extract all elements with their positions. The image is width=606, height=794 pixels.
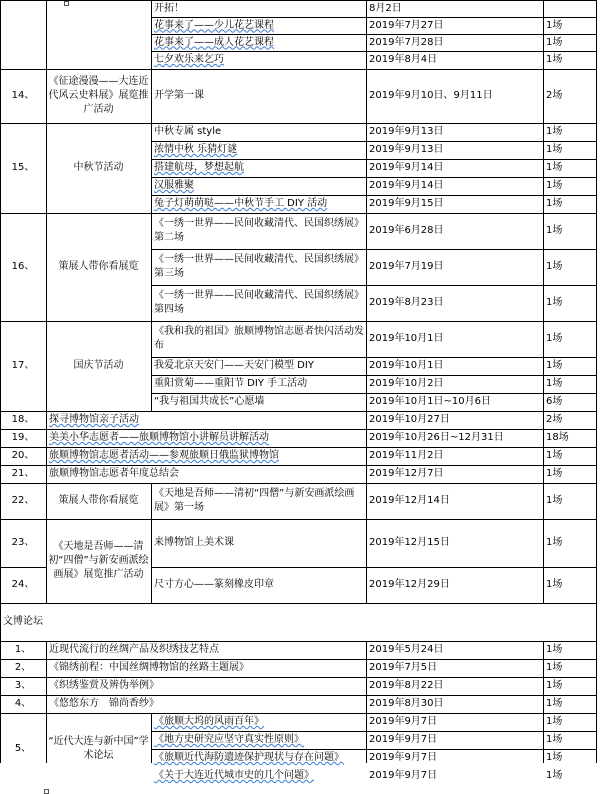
activity-date-text: 2019年12月29日 bbox=[369, 579, 450, 590]
forum-sub-topic-text: 《旅顺大坞的风雨百年》 bbox=[154, 716, 264, 727]
row-number bbox=[0, 659, 46, 677]
activity-sub-item-text: 兔子灯萌萌哒——中秋节手工 DIY 活动 bbox=[154, 198, 328, 209]
activity-name-text: 美美小华志愿者——旅顺博物馆小讲解员讲解活动 bbox=[49, 432, 269, 443]
activity-date bbox=[366, 213, 543, 249]
activity-count bbox=[543, 321, 596, 357]
activity-count-text: 1场 bbox=[546, 54, 563, 65]
forum-sub-topic bbox=[151, 749, 366, 767]
activity-date bbox=[366, 567, 543, 603]
activity-count-text: 1场 bbox=[546, 579, 563, 590]
activity-count bbox=[543, 0, 596, 17]
activity-date-text: 2019年10月1日 bbox=[369, 360, 444, 371]
activity-sub-item-text: 汉服雅聚 bbox=[154, 180, 194, 191]
activity-name-text: 探寻博物馆亲子活动 bbox=[49, 414, 139, 425]
activity-date bbox=[366, 483, 543, 519]
activity-sub-item-text: 花事来了——少儿花艺课程 bbox=[154, 19, 274, 31]
activity-date bbox=[366, 17, 543, 34]
row-number bbox=[0, 411, 46, 429]
activity-sub-item-text: 重阳赏菊——重阳节 DIY 手工活动 bbox=[154, 378, 308, 389]
activity-date-text: 2019年10月27日 bbox=[369, 414, 450, 425]
row-number bbox=[0, 695, 46, 713]
activity-sub-item bbox=[151, 393, 366, 411]
activity-count-text: 1场 bbox=[546, 19, 563, 31]
activity-date-text: 2019年9月13日 bbox=[369, 126, 444, 137]
activity-date bbox=[366, 393, 543, 411]
row-number bbox=[0, 567, 46, 603]
forum-date bbox=[366, 731, 543, 749]
row-number-text: 15、 bbox=[11, 162, 35, 173]
activity-sub-item bbox=[151, 375, 366, 393]
activity-count-text: 1场 bbox=[546, 198, 563, 209]
activity-name bbox=[46, 123, 151, 213]
forum-count bbox=[543, 731, 596, 749]
activity-sub-item-text: 《天地是吾师——清初“四僧”与新安画派绘画展》第一场 bbox=[154, 488, 355, 513]
activity-name bbox=[46, 411, 366, 429]
forum-topic-text: 近现代流行的丝绸产品及织绣技艺特点 bbox=[49, 644, 219, 655]
forum-sub-topic-text: 《旅顺近代海防遗迹保护现状与存在问题》 bbox=[154, 752, 344, 763]
section-title-text: 文博论坛 bbox=[3, 616, 43, 627]
row-number bbox=[0, 641, 46, 659]
activity-date bbox=[366, 177, 543, 195]
activity-sub-item-text: 浓情中秋 乐猜灯谜 bbox=[154, 144, 238, 155]
activity-date bbox=[366, 249, 543, 285]
activity-sub-item bbox=[151, 519, 366, 567]
activity-name bbox=[46, 483, 151, 519]
activity-count bbox=[543, 375, 596, 393]
forum-date-text: 2019年5月24日 bbox=[369, 644, 444, 655]
forum-topic bbox=[46, 641, 366, 659]
activity-sub-item-text: 中秋专属 style bbox=[154, 126, 222, 137]
forum-date-text: 2019年8月30日 bbox=[369, 698, 444, 709]
forum-count-text: 1场 bbox=[546, 716, 563, 727]
activity-date-text: 2019年9月14日 bbox=[369, 162, 444, 173]
activity-sub-item bbox=[151, 249, 366, 285]
activity-count bbox=[543, 159, 596, 177]
row-number-text: 18、 bbox=[11, 414, 35, 425]
activity-count-text: 1场 bbox=[546, 378, 563, 389]
activity-date bbox=[366, 465, 543, 483]
activity-count-text: 1场 bbox=[546, 450, 563, 461]
activity-count-text: 6场 bbox=[546, 396, 563, 407]
activity-date-text: 2019年10月26日~12月31日 bbox=[369, 432, 504, 443]
row-number-text: 5、 bbox=[14, 743, 32, 754]
paragraph-marker-icon bbox=[64, 1, 69, 6]
forum-topic-text: 《锦绣前程：中国丝绸博物馆的丝路主题展》 bbox=[49, 662, 249, 673]
activity-date bbox=[366, 285, 543, 321]
forum-count bbox=[543, 641, 596, 659]
activity-sub-item bbox=[151, 69, 366, 123]
row-number bbox=[0, 519, 46, 567]
forum-date-text: 2019年8月22日 bbox=[369, 680, 444, 691]
row-number bbox=[0, 213, 46, 321]
forum-sub-topic bbox=[151, 731, 366, 749]
activity-date-text: 2019年12月15日 bbox=[369, 537, 450, 548]
activity-date-text: 2019年9月13日 bbox=[369, 144, 444, 155]
forum-topic bbox=[46, 695, 366, 713]
activity-count-text: 18场 bbox=[546, 432, 569, 443]
activity-name-text: 《征途漫漫——大连近代风云史料展》展览推广活动 bbox=[48, 76, 149, 115]
activity-date bbox=[366, 375, 543, 393]
activity-count-text: 1场 bbox=[546, 126, 563, 137]
activity-sub-item bbox=[151, 357, 366, 375]
activity-date-text: 8月2日 bbox=[369, 2, 402, 14]
activity-date bbox=[366, 447, 543, 465]
row-number bbox=[0, 123, 46, 213]
forum-count bbox=[543, 695, 596, 713]
activity-count bbox=[543, 123, 596, 141]
activity-name bbox=[46, 465, 366, 483]
row-number bbox=[0, 713, 46, 785]
forum-topic-text: 《悠悠东方 锦尚香纱》 bbox=[49, 698, 159, 709]
activity-sub-item bbox=[151, 141, 366, 159]
activity-count-text: 1场 bbox=[546, 495, 563, 506]
forum-sub-topic bbox=[151, 713, 366, 731]
forum-date bbox=[366, 659, 543, 677]
row-number-text: 21、 bbox=[11, 468, 35, 479]
activity-name-text: 旅顺博物馆志愿者活动——参观旅顺日俄监狱博物馆 bbox=[49, 450, 279, 461]
forum-date bbox=[366, 677, 543, 695]
row-number-text: 4、 bbox=[14, 698, 32, 709]
forum-name bbox=[46, 713, 151, 785]
activity-name-text: 国庆节活动 bbox=[73, 360, 124, 371]
activity-count bbox=[543, 141, 596, 159]
paragraph-marker-icon bbox=[44, 789, 49, 794]
section-title bbox=[0, 603, 596, 641]
row-number-text: 16、 bbox=[11, 261, 35, 272]
forum-count-text: 1场 bbox=[546, 698, 563, 709]
activity-sub-item bbox=[151, 567, 366, 603]
activity-count-text: 1场 bbox=[546, 360, 563, 371]
activity-name-text: 旅顺博物馆志愿者年度总结会 bbox=[49, 468, 179, 479]
activity-sub-item bbox=[151, 17, 366, 34]
forum-count bbox=[543, 677, 596, 695]
forum-sub-topic bbox=[151, 767, 366, 785]
activity-name bbox=[46, 429, 366, 447]
activity-date bbox=[366, 51, 543, 69]
row-number-text: 1、 bbox=[14, 644, 32, 655]
activity-count bbox=[543, 483, 596, 519]
activity-name-text: 《天地是吾师——清初“四僧”与新安画派绘画展》展览推广活动 bbox=[48, 541, 149, 580]
activity-sub-item bbox=[151, 159, 366, 177]
forum-sub-topic-text: 《关于大连近代城市史的几个问题》 bbox=[154, 770, 314, 781]
activity-sub-item bbox=[151, 0, 366, 17]
activity-sub-item bbox=[151, 195, 366, 213]
activity-sub-item bbox=[151, 51, 366, 69]
activity-count-text: 2场 bbox=[546, 414, 563, 425]
forum-topic bbox=[46, 677, 366, 695]
activity-count-text: 1场 bbox=[546, 537, 563, 548]
activity-count-text: 1场 bbox=[546, 36, 563, 48]
activity-date-text: 2019年7月27日 bbox=[369, 19, 444, 31]
activity-date-text: 2019年8月23日 bbox=[369, 297, 444, 308]
activity-date bbox=[366, 34, 543, 51]
forum-count-text: 1场 bbox=[546, 734, 563, 745]
activity-count bbox=[543, 34, 596, 51]
activity-name bbox=[46, 213, 151, 321]
forum-count bbox=[543, 749, 596, 767]
activity-date-text: 2019年6月28日 bbox=[369, 225, 444, 236]
activity-date-text: 2019年9月14日 bbox=[369, 180, 444, 191]
activity-count bbox=[543, 249, 596, 285]
forum-topic bbox=[46, 659, 366, 677]
row-number-text: 19、 bbox=[11, 432, 35, 443]
activity-sub-item-text: 尺寸方心——篆刻橡皮印章 bbox=[154, 579, 274, 590]
row-number bbox=[0, 69, 46, 123]
activity-count-text: 1场 bbox=[546, 180, 563, 191]
activity-name bbox=[46, 447, 366, 465]
activity-count bbox=[543, 51, 596, 69]
forum-date bbox=[366, 695, 543, 713]
forum-topic-text: 《织绣鉴赏及辨伪举例》 bbox=[49, 680, 159, 691]
activity-date bbox=[366, 195, 543, 213]
row-number-text: 22、 bbox=[11, 495, 35, 506]
activity-date bbox=[366, 159, 543, 177]
activity-count-text: 1场 bbox=[546, 225, 563, 236]
forum-count-text: 1场 bbox=[546, 680, 563, 691]
forum-date-text: 2019年9月7日 bbox=[369, 716, 438, 727]
forum-count bbox=[543, 659, 596, 677]
activity-date-text: 2019年12月14日 bbox=[369, 495, 450, 506]
activity-count bbox=[543, 357, 596, 375]
activity-sub-item bbox=[151, 213, 366, 249]
row-number-text: 24、 bbox=[11, 579, 35, 590]
forum-count-text: 1场 bbox=[546, 770, 563, 781]
row-number bbox=[0, 677, 46, 695]
forum-date-text: 2019年9月7日 bbox=[369, 752, 438, 763]
forum-date-text: 2019年9月7日 bbox=[369, 770, 438, 781]
forum-count-text: 1场 bbox=[546, 752, 563, 763]
activity-name bbox=[46, 519, 151, 603]
forum-count bbox=[543, 767, 596, 785]
activity-date-text: 2019年10月1日~10月6日 bbox=[369, 396, 492, 407]
activity-date bbox=[366, 411, 543, 429]
activity-count bbox=[543, 411, 596, 429]
activity-name-text: 中秋节活动 bbox=[73, 162, 124, 173]
activity-sub-item bbox=[151, 177, 366, 195]
activity-date bbox=[366, 123, 543, 141]
activity-sub-item-text: 七夕欢乐来乞巧 bbox=[154, 54, 224, 65]
activity-count bbox=[543, 17, 596, 34]
activity-count bbox=[543, 177, 596, 195]
row-number bbox=[0, 429, 46, 447]
activity-name bbox=[46, 69, 151, 123]
activity-count-text: 1场 bbox=[546, 144, 563, 155]
activity-date bbox=[366, 141, 543, 159]
forum-count-text: 1场 bbox=[546, 644, 563, 655]
row-number bbox=[0, 321, 46, 411]
forum-count-text: 1场 bbox=[546, 662, 563, 673]
activity-sub-item bbox=[151, 123, 366, 141]
activity-sub-item-text: 《我和我的祖国》旅顺博物馆志愿者快闪活动发布 bbox=[154, 326, 364, 351]
activity-sub-item bbox=[151, 285, 366, 321]
activity-sub-item-text: 开拓！ bbox=[154, 2, 184, 14]
forum-date-text: 2019年7月5日 bbox=[369, 662, 438, 673]
activity-date bbox=[366, 0, 543, 17]
row-number-text: 17、 bbox=[11, 360, 35, 371]
activity-sub-item-text: 来博物馆上美术课 bbox=[154, 537, 234, 548]
row-number bbox=[0, 465, 46, 483]
activity-date-text: 2019年8月4日 bbox=[369, 54, 438, 65]
activity-sub-item-text: “我与祖国共成长”心愿墙 bbox=[154, 396, 265, 407]
activity-count-text: 1场 bbox=[546, 468, 563, 479]
row-number-text: 20、 bbox=[11, 450, 35, 461]
activity-date-text: 2019年10月1日 bbox=[369, 333, 444, 344]
activity-count bbox=[543, 285, 596, 321]
activity-count-text: 1场 bbox=[546, 333, 563, 344]
forum-date bbox=[366, 713, 543, 731]
activity-count bbox=[543, 195, 596, 213]
activity-sub-item bbox=[151, 483, 366, 519]
forum-date-text: 2019年9月7日 bbox=[369, 734, 438, 745]
activity-name bbox=[46, 321, 151, 411]
forum-sub-topic-text: 《地方史研究应坚守真实性原则》 bbox=[154, 734, 304, 745]
activity-date bbox=[366, 69, 543, 123]
activity-name-text: 策展人带你看展览 bbox=[58, 495, 139, 506]
activity-count bbox=[543, 393, 596, 411]
activity-date-text: 2019年7月19日 bbox=[369, 261, 444, 272]
activity-count-text: 1场 bbox=[546, 261, 563, 272]
activity-date bbox=[366, 519, 543, 567]
activity-count bbox=[543, 519, 596, 567]
forum-date bbox=[366, 641, 543, 659]
activity-date bbox=[366, 321, 543, 357]
activity-name-text: 策展人带你看展览 bbox=[58, 261, 139, 272]
activity-sub-item-text: 搭建航母，梦想起航 bbox=[154, 162, 244, 173]
activity-date-text: 2019年9月10日、9月11日 bbox=[369, 90, 493, 101]
row-number-text: 14、 bbox=[11, 90, 35, 101]
activity-sub-item bbox=[151, 34, 366, 51]
activity-date-text: 2019年11月2日 bbox=[369, 450, 444, 461]
activity-date-text: 2019年9月15日 bbox=[369, 198, 444, 209]
activity-count-text: 1场 bbox=[546, 162, 563, 173]
activity-count bbox=[543, 465, 596, 483]
row-number-text: 3、 bbox=[14, 680, 32, 691]
activity-sub-item-text: 开学第一课 bbox=[154, 90, 204, 101]
row-number-text: 2、 bbox=[14, 662, 32, 673]
activity-date bbox=[366, 429, 543, 447]
activity-count-text: 1场 bbox=[546, 297, 563, 308]
activity-sub-item-text: 《一绣一世界——民间收藏清代、民国织绣展》第三场 bbox=[154, 254, 364, 279]
activity-date-text: 2019年7月28日 bbox=[369, 36, 444, 48]
activity-date-text: 2019年12月7日 bbox=[369, 468, 444, 479]
activity-sub-item bbox=[151, 321, 366, 357]
activity-count bbox=[543, 213, 596, 249]
row-number bbox=[0, 483, 46, 519]
activity-sub-item-text: 《一绣一世界——民间收藏清代、民国织绣展》第四场 bbox=[154, 290, 364, 315]
activity-sub-item-text: 我爱北京天安门——天安门模型 DIY bbox=[154, 360, 314, 371]
row-number bbox=[0, 447, 46, 465]
forum-name-text: “近代大连与新中国”学术论坛 bbox=[48, 736, 149, 761]
forum-date bbox=[366, 749, 543, 767]
activity-sub-item-text: 《一绣一世界——民间收藏清代、民国织绣展》第二场 bbox=[154, 218, 364, 243]
activity-count bbox=[543, 567, 596, 603]
activity-count bbox=[543, 69, 596, 123]
forum-date bbox=[366, 767, 543, 785]
activity-sub-item-text: 花事来了——成人花艺课程 bbox=[154, 36, 274, 48]
activity-count bbox=[543, 447, 596, 465]
forum-count bbox=[543, 713, 596, 731]
activity-date bbox=[366, 357, 543, 375]
row-number-text: 23、 bbox=[11, 537, 35, 548]
activity-count bbox=[543, 429, 596, 447]
activity-count-text: 2场 bbox=[546, 90, 563, 101]
activity-date-text: 2019年10月2日 bbox=[369, 378, 444, 389]
